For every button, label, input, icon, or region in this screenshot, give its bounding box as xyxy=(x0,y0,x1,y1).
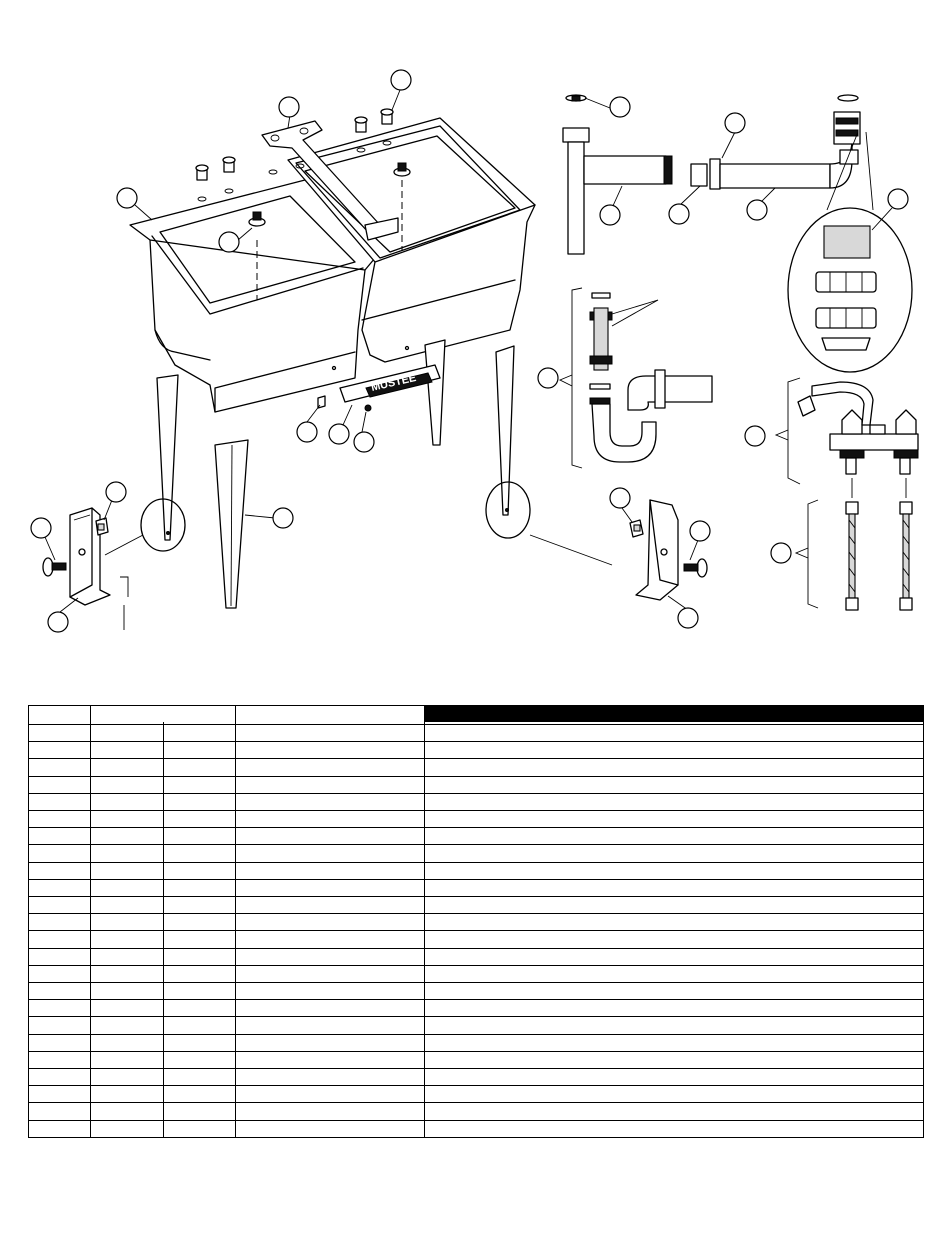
table-cell xyxy=(236,1000,425,1017)
table-cell xyxy=(236,897,425,914)
table-cell xyxy=(236,759,425,776)
header-cell-3 xyxy=(236,706,425,725)
table-cell xyxy=(29,1069,91,1086)
table-row xyxy=(29,725,924,742)
table-cell xyxy=(164,845,236,862)
table-cell xyxy=(164,914,236,931)
table-cell xyxy=(91,1086,164,1103)
table-cell xyxy=(91,931,164,948)
table-row xyxy=(29,965,924,982)
table-cell xyxy=(29,725,91,742)
table-cell xyxy=(425,725,924,742)
table-cell xyxy=(236,793,425,810)
table-cell xyxy=(236,1120,425,1137)
table-cell xyxy=(236,828,425,845)
foot-bracket-right xyxy=(630,500,707,600)
table-cell xyxy=(91,965,164,982)
table-cell xyxy=(29,811,91,828)
table-cell xyxy=(425,776,924,793)
table-cell xyxy=(29,965,91,982)
table-cell xyxy=(164,1034,236,1051)
table-row xyxy=(29,1103,924,1120)
parts-table xyxy=(28,705,924,1138)
table-cell xyxy=(29,742,91,759)
table-cell xyxy=(425,1051,924,1068)
table-cell xyxy=(236,862,425,879)
faucet-assembly xyxy=(776,378,918,484)
table-cell xyxy=(425,1000,924,1017)
table-cell xyxy=(164,811,236,828)
table-cell xyxy=(236,1017,425,1034)
table-cell xyxy=(425,879,924,896)
table-cell xyxy=(425,1103,924,1120)
table-row xyxy=(29,1017,924,1034)
table-cell xyxy=(29,776,91,793)
table-cell xyxy=(236,983,425,1000)
table-cell xyxy=(29,845,91,862)
table-row xyxy=(29,793,924,810)
table-cell xyxy=(236,1103,425,1120)
table-row xyxy=(29,862,924,879)
table-cell xyxy=(425,1120,924,1137)
table-cell xyxy=(91,1103,164,1120)
table-cell xyxy=(425,811,924,828)
table-row xyxy=(29,1000,924,1017)
table-cell xyxy=(236,931,425,948)
table-cell xyxy=(164,965,236,982)
table-row xyxy=(29,1120,924,1137)
table-cell xyxy=(29,1017,91,1034)
table-cell xyxy=(236,879,425,896)
table-cell xyxy=(91,759,164,776)
table-cell xyxy=(425,828,924,845)
table-cell xyxy=(91,1034,164,1051)
table-cell xyxy=(91,742,164,759)
table-cell xyxy=(29,879,91,896)
table-row xyxy=(29,759,924,776)
table-cell xyxy=(91,1120,164,1137)
leg-front-left xyxy=(157,375,178,540)
table-row xyxy=(29,845,924,862)
table-row xyxy=(29,879,924,896)
table-cell xyxy=(236,725,425,742)
header-cell-4-black xyxy=(425,706,924,723)
table-row xyxy=(29,1069,924,1086)
table-cell xyxy=(29,1034,91,1051)
table-cell xyxy=(425,1034,924,1051)
table-cell xyxy=(29,1086,91,1103)
table-cell xyxy=(164,793,236,810)
table-cell xyxy=(425,948,924,965)
table-row xyxy=(29,828,924,845)
table-cell xyxy=(29,1120,91,1137)
table-row xyxy=(29,1051,924,1068)
table-cell xyxy=(91,811,164,828)
table-row xyxy=(29,1034,924,1051)
table-cell xyxy=(91,845,164,862)
table-cell xyxy=(91,983,164,1000)
table-cell xyxy=(164,776,236,793)
table-cell xyxy=(164,1017,236,1034)
table-row xyxy=(29,742,924,759)
table-cell xyxy=(91,897,164,914)
table-cell xyxy=(29,983,91,1000)
table-cell xyxy=(164,742,236,759)
table-cell xyxy=(29,759,91,776)
header-cell-2 xyxy=(91,706,236,723)
table-cell xyxy=(164,1086,236,1103)
table-cell xyxy=(29,828,91,845)
table-cell xyxy=(164,948,236,965)
table-cell xyxy=(91,1000,164,1017)
table-cell xyxy=(425,965,924,982)
table-row xyxy=(29,897,924,914)
table-cell xyxy=(91,828,164,845)
table-cell xyxy=(164,931,236,948)
table-cell xyxy=(164,828,236,845)
table-row xyxy=(29,914,924,931)
table-cell xyxy=(29,793,91,810)
table-cell xyxy=(164,1069,236,1086)
table-cell xyxy=(164,1000,236,1017)
table-cell xyxy=(425,742,924,759)
table-cell xyxy=(91,725,164,742)
table-row xyxy=(29,983,924,1000)
table-cell xyxy=(29,931,91,948)
table-cell xyxy=(29,948,91,965)
table-cell xyxy=(164,983,236,1000)
table-cell xyxy=(425,931,924,948)
table-cell xyxy=(236,845,425,862)
leg-rear-middle xyxy=(425,340,445,445)
table-cell xyxy=(164,1051,236,1068)
header-cell-1 xyxy=(29,706,91,725)
table-cell xyxy=(164,759,236,776)
table-cell xyxy=(236,1034,425,1051)
table-cell xyxy=(91,1069,164,1086)
table-cell xyxy=(164,725,236,742)
table-cell xyxy=(91,776,164,793)
table-cell xyxy=(91,914,164,931)
table-cell xyxy=(164,897,236,914)
table-cell xyxy=(164,862,236,879)
table-cell xyxy=(236,1069,425,1086)
leg-front-middle xyxy=(215,440,248,608)
table-row xyxy=(29,931,924,948)
table-cell xyxy=(425,983,924,1000)
table-cell xyxy=(236,1086,425,1103)
table-cell xyxy=(236,811,425,828)
mustee-logo: MUSTEE xyxy=(369,371,418,394)
table-row xyxy=(29,811,924,828)
table-cell xyxy=(91,948,164,965)
leg-rear-right xyxy=(496,346,514,515)
table-cell xyxy=(29,914,91,931)
detail-circle-left xyxy=(105,499,185,555)
supply-lines xyxy=(796,478,912,610)
table-cell xyxy=(164,879,236,896)
table-cell xyxy=(425,914,924,931)
table-cell xyxy=(91,879,164,896)
table-row xyxy=(29,948,924,965)
table-cell xyxy=(29,897,91,914)
table-cell xyxy=(91,1017,164,1034)
table-cell xyxy=(425,897,924,914)
table-cell xyxy=(91,793,164,810)
table-cell xyxy=(91,1051,164,1068)
table-cell xyxy=(236,965,425,982)
table-cell xyxy=(425,862,924,879)
table-cell xyxy=(425,793,924,810)
table-cell xyxy=(164,1103,236,1120)
table-row xyxy=(29,1086,924,1103)
p-trap-assembly xyxy=(560,288,712,468)
table-cell xyxy=(236,948,425,965)
table-cell xyxy=(425,1086,924,1103)
table-cell xyxy=(164,1120,236,1137)
table-cell xyxy=(236,742,425,759)
table-cell xyxy=(29,1000,91,1017)
table-cell xyxy=(425,1069,924,1086)
table-cell xyxy=(29,1103,91,1120)
table-cell xyxy=(425,759,924,776)
table-row xyxy=(29,776,924,793)
table-cell xyxy=(236,776,425,793)
table-cell xyxy=(425,1017,924,1034)
table-cell xyxy=(29,1051,91,1068)
table-header-row xyxy=(29,706,924,723)
table-cell xyxy=(91,862,164,879)
table-cell xyxy=(236,914,425,931)
table-cell xyxy=(29,862,91,879)
drain-tailpiece-assembly xyxy=(563,95,860,254)
table-cell xyxy=(236,1051,425,1068)
table-cell xyxy=(425,845,924,862)
